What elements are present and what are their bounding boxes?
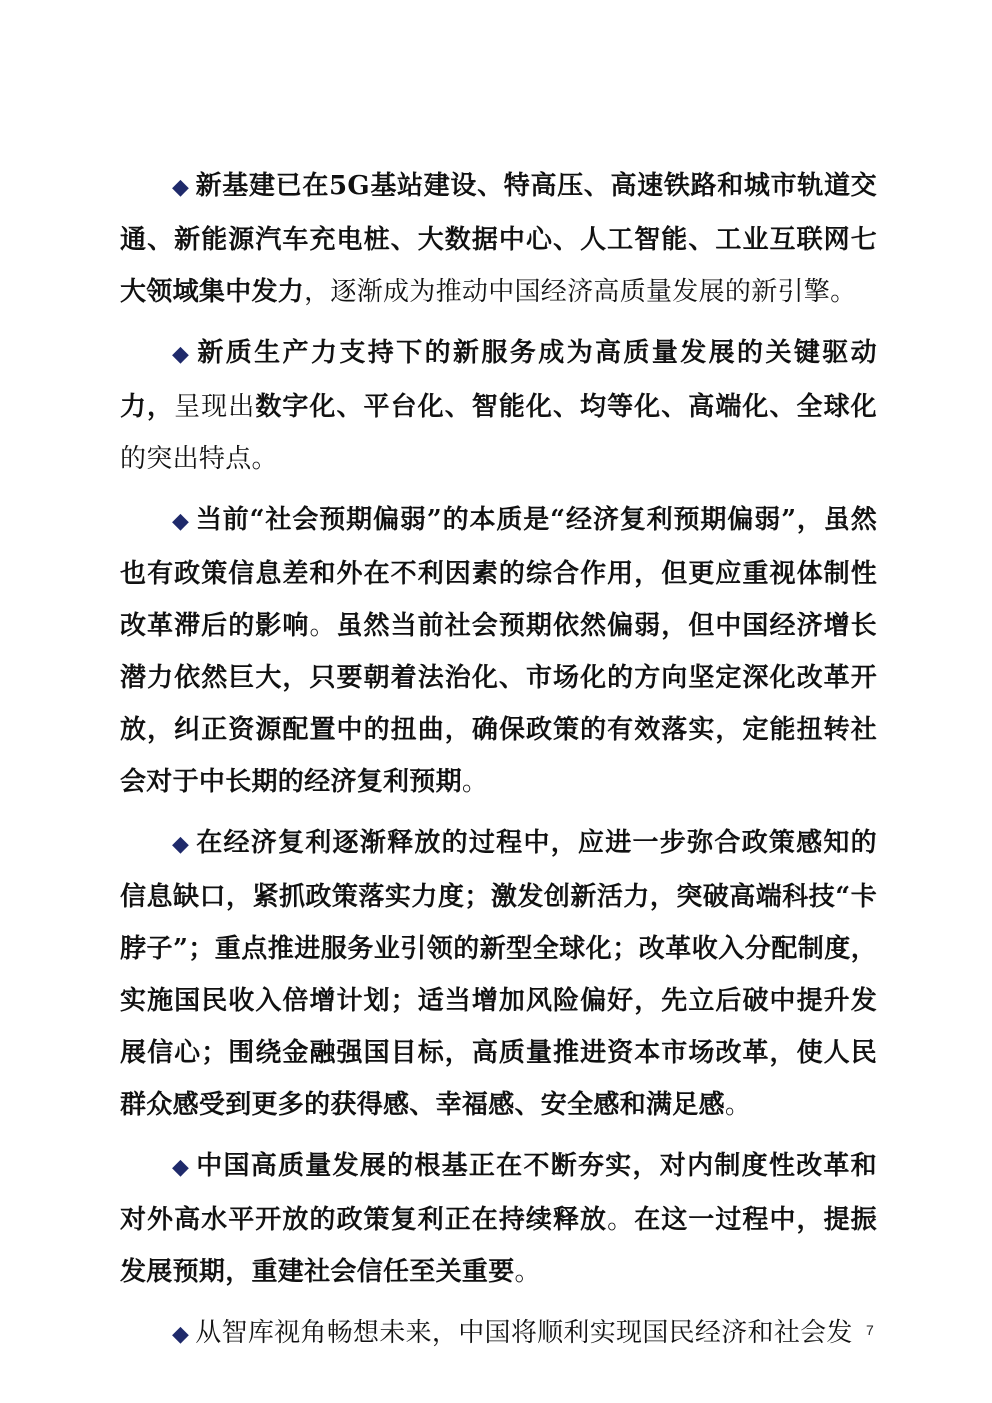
- paragraph-6-normal-1: 从智库视角畅想未来，中国将顺利实现国民经济和社会发: [195, 1318, 853, 1348]
- paragraph-3-bold-1: 当前“社会预期偏弱”的本质是“经济复利预期偏弱”，虽然也有政策信息差和外在不利因素的综合作用，但更应重视体制性改革滞后的影响: [120, 505, 877, 641]
- diamond-bullet-icon: ◆: [172, 175, 190, 200]
- paragraph-1-bold-1: 新基建已在5G基站建设、特高压、高速铁路和城市轨道交通、新能源汽车充电桩、大数据中心、人工智能、工业互联网七大领域集中发力: [120, 171, 877, 307]
- paragraph-2-normal-1: 呈现出: [174, 392, 256, 422]
- paragraph-4: [120, 817, 877, 1131]
- diamond-bullet-icon: ◆: [172, 1155, 191, 1180]
- paragraph-5-normal-2: 。: [514, 1257, 541, 1287]
- paragraph-4-bold-1: 在经济复利逐渐释放的过程中，应进一步弥合政策感知的信息缺口，紧抓政策落实力度；激发创新活力，突破高端科技“卡脖子”；重点推进服务业引领的新型全球化；改革收入分配制度，实施国民收入倍增计划；适当增加风险偏好，先立后破中提升发展信心；围绕金融强国目标，高质量推进资本市场改革，使人民群众感受到更多的获得感、幸福感、安全感和满足感: [120, 828, 877, 1120]
- page-number: 7: [866, 1322, 874, 1338]
- document-body: [120, 160, 877, 1370]
- diamond-bullet-icon: ◆: [172, 1322, 190, 1347]
- paragraph-5-normal-1: 。: [607, 1205, 635, 1235]
- paragraph-5-bold-1: 中国高质量发展的根基正在不断夯实，对内制度性改革和对外高水平开放的政策复利正在持续释放: [120, 1151, 877, 1235]
- diamond-bullet-icon: ◆: [172, 509, 190, 534]
- paragraph-6: [120, 1307, 877, 1361]
- paragraph-5-bold-2: 在这一过程中，提振发展预期，重建社会信任至关重要: [120, 1205, 877, 1287]
- diamond-bullet-icon: ◆: [172, 832, 191, 857]
- paragraph-3: [120, 494, 877, 808]
- paragraph-1: [120, 160, 877, 318]
- paragraph-2-bold-2: 数字化、平台化、智能化、均等化、高端化、全球化: [255, 392, 877, 422]
- paragraph-3-normal-1: 。: [309, 611, 337, 641]
- paragraph-2: [120, 327, 877, 485]
- paragraph-3-bold-2: 虽然当前社会预期依然偏弱，但中国经济增长潜力依然巨大，只要朝着法治化、市场化的方向坚定深化改革开放，纠正资源配置中的扭曲，确保政策的有效落实，定能扭转社会对于中长期的经济复利预期: [120, 611, 877, 797]
- paragraph-3-normal-2: 。: [461, 767, 489, 797]
- paragraph-1-normal-1: ，逐渐成为推动中国经济高质量发展的新引擎。: [304, 277, 857, 307]
- diamond-bullet-icon: ◆: [172, 342, 192, 367]
- paragraph-2-bold-1: 新质生产力支持下的新服务成为高质量发展的关键驱动力，: [120, 338, 877, 422]
- paragraph-4-normal-1: 。: [724, 1090, 752, 1120]
- paragraph-5: [120, 1140, 877, 1298]
- paragraph-2-normal-2: 的突出特点。: [120, 444, 278, 474]
